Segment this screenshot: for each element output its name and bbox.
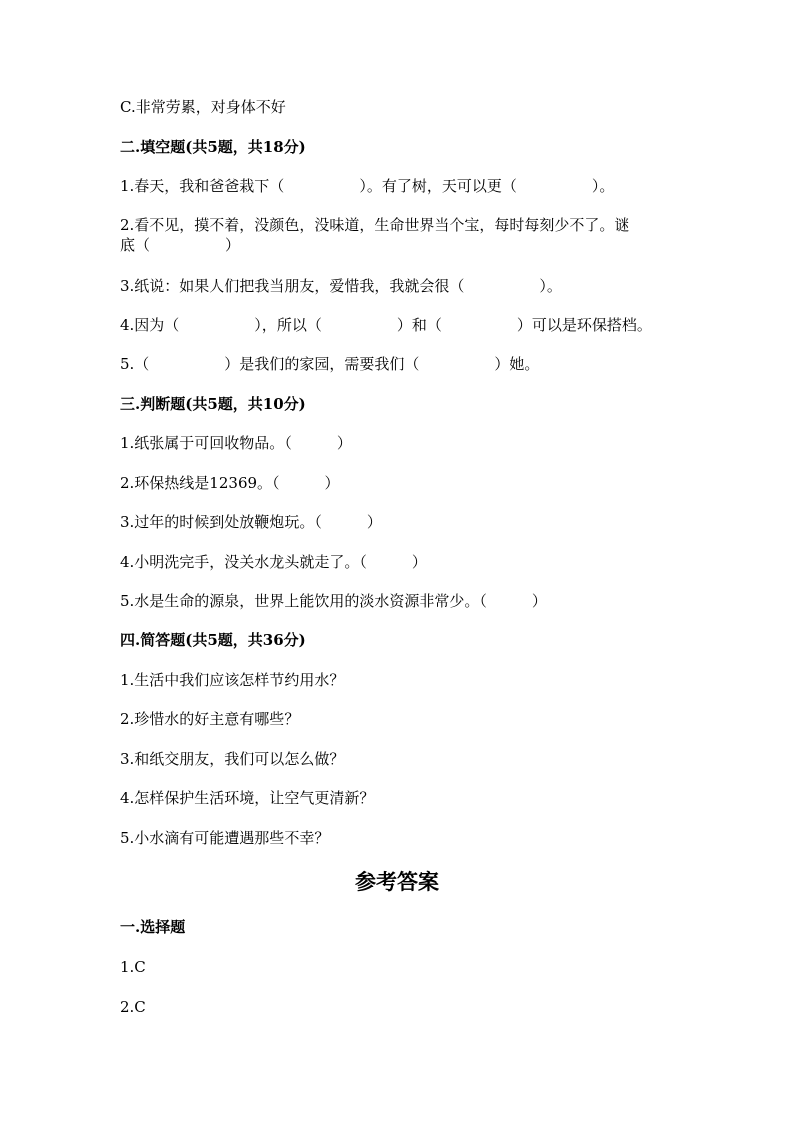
judge-question-4: 4.小明洗完手，没关水龙头就走了。（ ） <box>120 553 427 571</box>
short-question-3: 3.和纸交朋友，我们可以怎么做？ <box>120 750 345 768</box>
section4-heading: 四.简答题(共5题，共36分) <box>120 631 306 649</box>
judge-question-5: 5.水是生命的源泉，世界上能饮用的淡水资源非常少。（ ） <box>120 592 547 610</box>
fill-question-2: 2.看不见，摸不着，没颜色，没味道，生命世界当个宝，每时每刻少不了。谜 <box>120 216 630 234</box>
fill-question-3: 3.纸说：如果人们把我当朋友，爱惜我，我就会很（ ）。 <box>120 277 562 295</box>
answer-2: 2.C <box>120 998 146 1016</box>
option-c: C.非常劳累，对身体不好 <box>120 98 286 116</box>
fill-question-5: 5.（ ）是我们的家园，需要我们（ ）她。 <box>120 355 540 373</box>
judge-question-2: 2.环保热线是12369。（ ） <box>120 474 340 492</box>
fill-question-1: 1.春天，我和爸爸栽下（ ）。有了树，天可以更（ ）。 <box>120 177 615 195</box>
short-question-4: 4.怎样保护生活环境，让空气更清新？ <box>120 789 375 807</box>
answers-title: 参考答案 <box>355 869 439 894</box>
section2-heading: 二.填空题(共5题，共18分) <box>120 138 306 156</box>
section3-heading: 三.判断题(共5题，共10分) <box>120 395 306 413</box>
short-question-2: 2.珍惜水的好主意有哪些？ <box>120 710 300 728</box>
short-question-1: 1.生活中我们应该怎样节约用水？ <box>120 671 345 689</box>
short-question-5: 5.小水滴有可能遭遇那些不幸？ <box>120 829 330 847</box>
judge-question-1: 1.纸张属于可回收物品。（ ） <box>120 434 352 452</box>
fill-question-4: 4.因为（ ），所以（ ）和（ ）可以是环保搭档。 <box>120 316 652 334</box>
fill-question-2-cont: 底（ ） <box>120 236 241 254</box>
answers-section1-heading: 一.选择题 <box>120 918 186 936</box>
answer-1: 1.C <box>120 958 146 976</box>
judge-question-3: 3.过年的时候到处放鞭炮玩。（ ） <box>120 513 382 531</box>
